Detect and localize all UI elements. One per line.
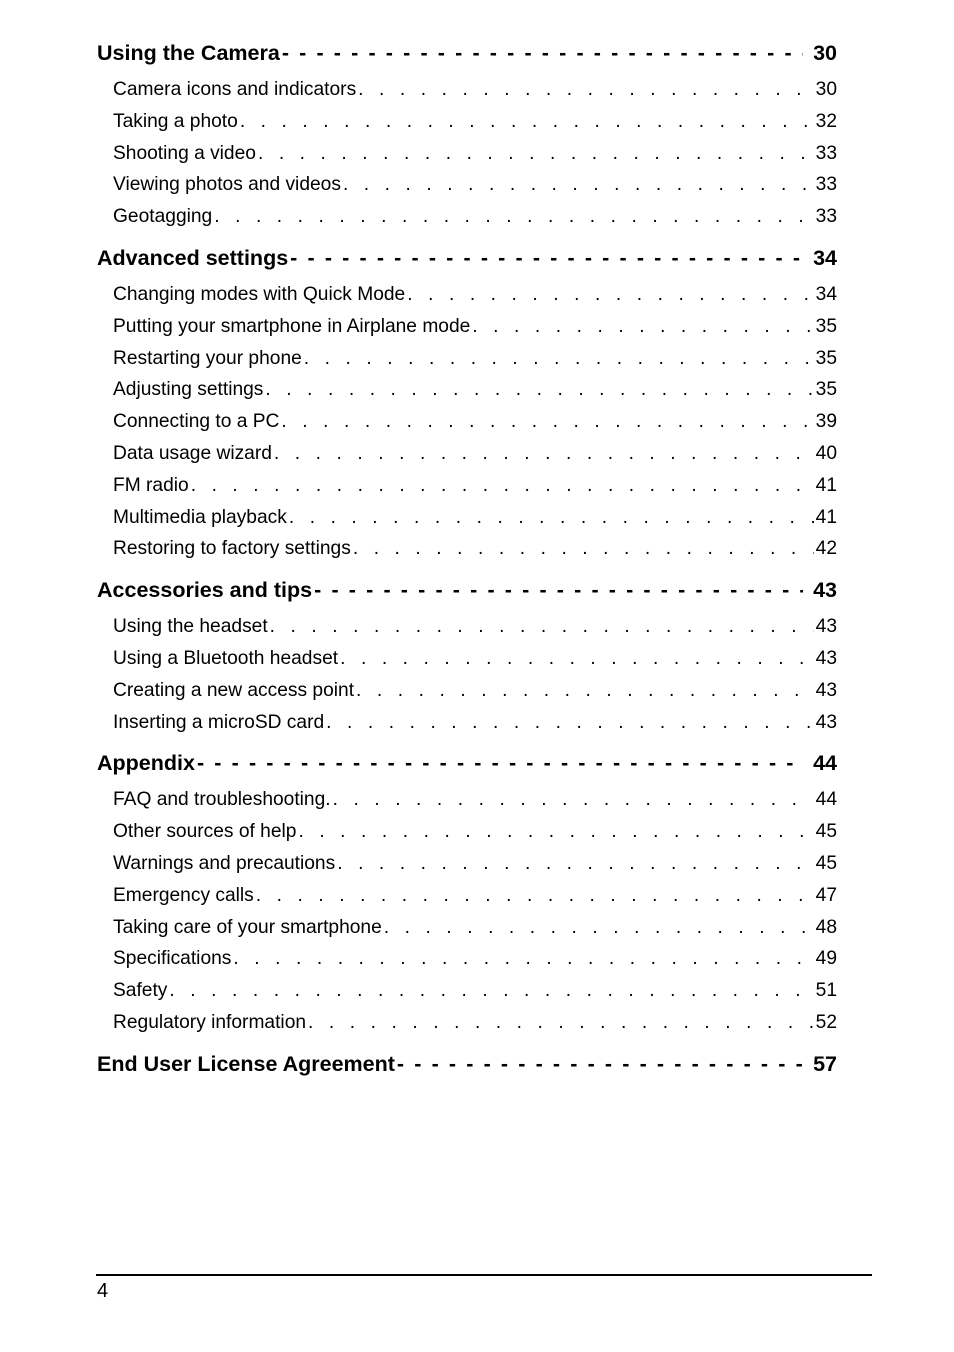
toc-entry[interactable] (97, 943, 837, 975)
section-title: Using the Camera (97, 41, 280, 65)
toc-entry[interactable] (97, 675, 837, 707)
toc-entry[interactable] (97, 533, 837, 565)
entry-page-number: 40 (815, 442, 837, 464)
dot-leader (191, 470, 814, 502)
entry-page-number: 41 (815, 506, 837, 528)
entry-title: Multimedia playback (113, 506, 287, 528)
dash-leader (314, 573, 803, 607)
section-title: Advanced settings (97, 245, 289, 270)
entry-title: Restarting your phone (113, 347, 302, 369)
toc-entry[interactable] (97, 169, 837, 201)
entry-title: Adjusting settings (113, 379, 264, 401)
entry-page-number: 33 (815, 174, 837, 196)
dot-leader (233, 943, 813, 975)
entry-title: Using the headset (113, 616, 268, 638)
toc-section-heading[interactable] (97, 241, 837, 279)
entry-title: Taking a photo (113, 110, 238, 132)
entry-page-number: 48 (815, 916, 837, 938)
toc-entry[interactable] (97, 880, 837, 912)
entry-title: FM radio (113, 474, 189, 496)
toc-section (97, 573, 837, 738)
entry-title: Camera icons and indicators (113, 79, 357, 100)
toc-entry[interactable] (97, 438, 837, 470)
dot-leader (356, 675, 814, 707)
dot-leader (353, 533, 814, 565)
dot-leader (340, 643, 814, 675)
section-page-number: 44 (813, 751, 837, 776)
toc-entry[interactable] (97, 975, 837, 1007)
toc-entry[interactable] (97, 374, 837, 406)
entry-page-number: 30 (815, 79, 837, 100)
entry-title: Viewing photos and videos (113, 174, 341, 196)
page-number: 4 (97, 1280, 109, 1302)
entry-page-number: 49 (815, 948, 837, 970)
entry-page-number: 43 (815, 647, 837, 669)
dot-leader (240, 106, 814, 138)
entry-title: Creating a new access point (113, 679, 355, 701)
dot-leader (343, 169, 814, 201)
entry-title: Using a Bluetooth headset (113, 647, 339, 669)
dash-leader (197, 746, 803, 780)
toc-section-heading[interactable] (97, 36, 837, 74)
toc-entry[interactable] (97, 848, 837, 880)
entry-page-number: 45 (815, 852, 837, 874)
section-title: Appendix (97, 751, 195, 776)
section-page-number: 34 (813, 245, 837, 270)
dot-leader (270, 611, 814, 643)
section-title: Accessories and tips (97, 578, 313, 603)
entry-title: Putting your smartphone in Airplane mode (113, 315, 471, 337)
entry-title: Warnings and precautions (113, 852, 336, 874)
toc-entry[interactable] (97, 311, 837, 343)
dot-leader (333, 784, 814, 816)
toc-entry[interactable] (97, 201, 837, 233)
entry-title: Geotagging (113, 206, 213, 228)
entry-title: Regulatory information (113, 1011, 307, 1033)
toc-entry[interactable] (97, 912, 837, 944)
toc-section-heading[interactable] (97, 573, 837, 611)
dot-leader (472, 311, 813, 343)
entry-page-number: 43 (815, 711, 837, 733)
entry-title: Data usage wizard (113, 442, 272, 464)
toc-entry[interactable] (97, 343, 837, 375)
entry-page-number: 35 (815, 347, 837, 369)
entry-page-number: 51 (815, 980, 837, 1002)
entry-page-number: 42 (815, 538, 837, 560)
toc-entry[interactable] (97, 502, 837, 534)
entry-title: Emergency calls (113, 884, 254, 906)
entry-page-number: 43 (815, 679, 837, 701)
dot-leader (274, 438, 814, 470)
entry-title: Connecting to a PC (113, 411, 280, 433)
entry-title: Other sources of help (113, 821, 297, 843)
dot-leader (298, 816, 813, 848)
footer-divider (96, 1274, 872, 1276)
entry-title: FAQ and troubleshooting. (113, 789, 331, 811)
dot-leader (258, 138, 814, 170)
toc-entry[interactable] (97, 406, 837, 438)
dot-leader (337, 848, 813, 880)
entry-page-number: 35 (815, 379, 837, 401)
entry-page-number: 34 (815, 283, 837, 305)
dot-leader (281, 406, 813, 438)
entry-title: Specifications (113, 948, 232, 970)
entry-page-number: 33 (815, 206, 837, 228)
table-of-contents (97, 36, 837, 1093)
entry-page-number: 41 (815, 474, 837, 496)
toc-entry[interactable] (97, 279, 837, 311)
section-page-number: 57 (813, 1051, 837, 1076)
entry-title: Safety (113, 980, 168, 1002)
dot-leader (326, 707, 814, 739)
dot-leader (304, 343, 814, 375)
toc-section (97, 241, 837, 565)
dot-leader (308, 1007, 814, 1039)
toc-section (97, 1047, 837, 1085)
entry-page-number: 45 (815, 821, 837, 843)
section-page-number: 30 (813, 41, 837, 65)
entry-title: Inserting a microSD card (113, 711, 325, 733)
dot-leader (214, 201, 813, 233)
toc-entry[interactable] (97, 470, 837, 502)
toc-section (97, 36, 837, 233)
entry-page-number: 39 (815, 411, 837, 433)
dot-leader (358, 74, 813, 106)
dot-leader (256, 880, 814, 912)
section-page-number: 43 (813, 578, 837, 603)
section-title: End User License Agreement (97, 1051, 395, 1076)
entry-title: Restoring to factory settings (113, 538, 351, 560)
dot-leader (407, 279, 813, 311)
dot-leader (384, 912, 814, 944)
toc-entry[interactable] (97, 707, 837, 739)
toc-entry[interactable] (97, 643, 837, 675)
toc-entry[interactable] (97, 1007, 837, 1039)
entry-page-number: 35 (815, 315, 837, 337)
toc-section-heading[interactable] (97, 746, 837, 784)
entry-page-number: 32 (815, 110, 837, 132)
dash-leader (290, 241, 803, 275)
dot-leader (265, 374, 813, 406)
entry-title: Taking care of your smartphone (113, 916, 382, 938)
entry-page-number: 52 (815, 1011, 837, 1033)
toc-entry[interactable] (97, 784, 837, 816)
toc-entry[interactable] (97, 106, 837, 138)
toc-entry[interactable] (97, 74, 837, 106)
dot-leader (289, 502, 814, 534)
toc-entry[interactable] (97, 611, 837, 643)
entry-page-number: 44 (815, 789, 837, 811)
toc-section-heading[interactable] (97, 1047, 837, 1085)
toc-section (97, 746, 837, 1038)
entry-title: Shooting a video (113, 142, 256, 164)
entry-page-number: 33 (815, 142, 837, 164)
dash-leader (397, 1047, 803, 1081)
entry-page-number: 47 (815, 884, 837, 906)
entry-title: Changing modes with Quick Mode (113, 283, 406, 305)
toc-entry[interactable] (97, 816, 837, 848)
toc-entry[interactable] (97, 138, 837, 170)
entry-page-number: 43 (815, 616, 837, 638)
dot-leader (169, 975, 813, 1007)
dash-leader (282, 36, 803, 70)
